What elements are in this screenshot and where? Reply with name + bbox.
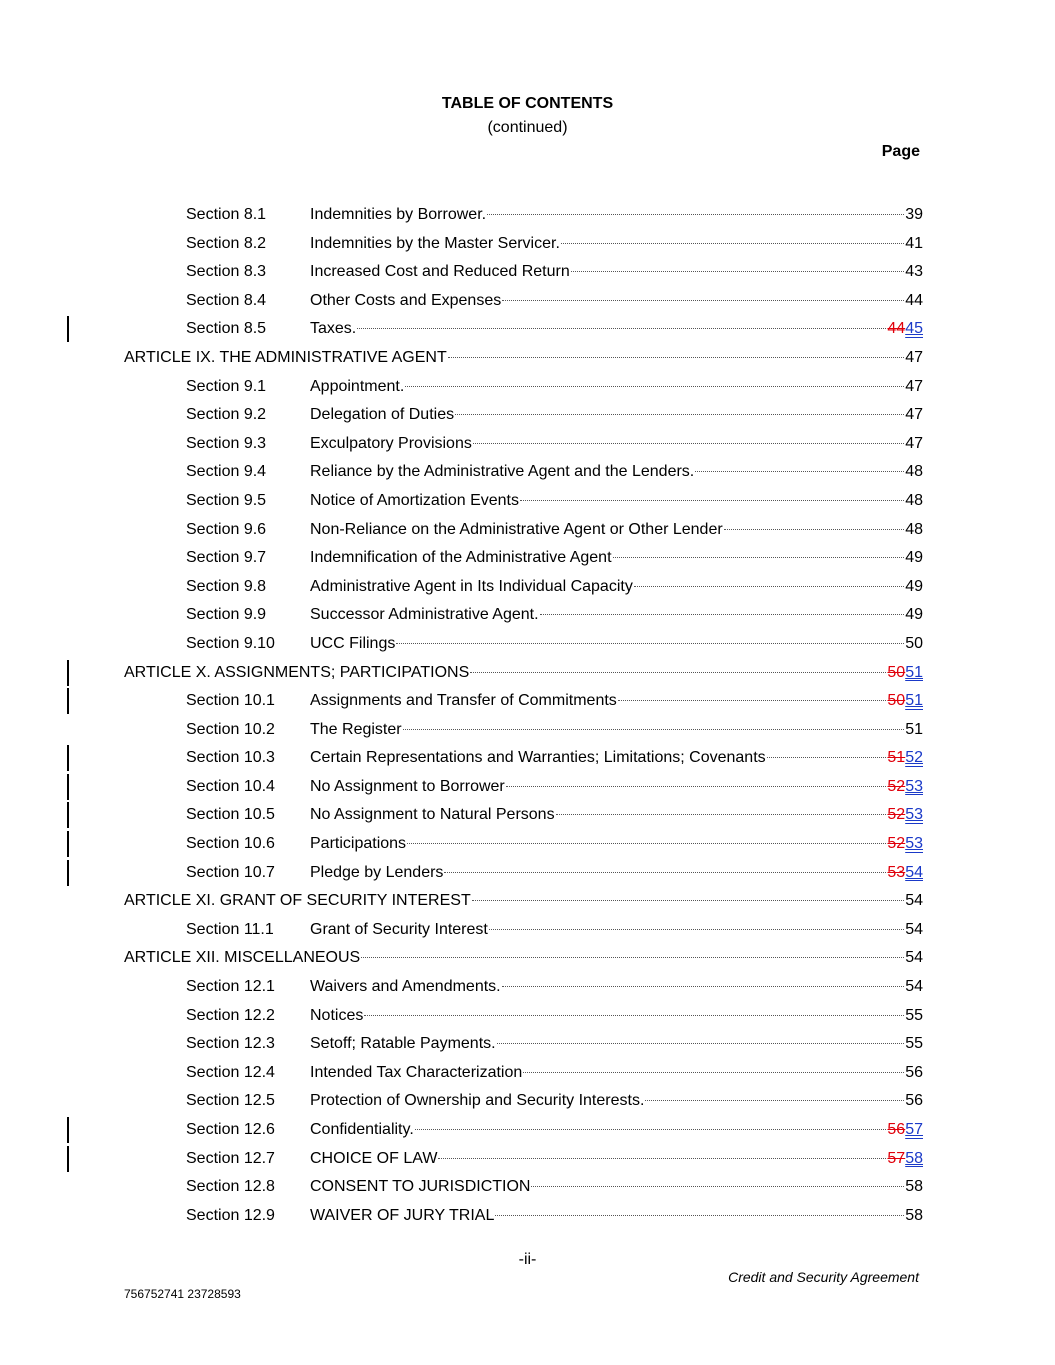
toc-entry-line — [310, 458, 923, 487]
page-ref — [887, 744, 923, 773]
dot-leader — [364, 1015, 904, 1016]
section-number: Section 8.5 — [186, 320, 267, 338]
dot-leader — [540, 614, 905, 615]
toc-entry-line — [310, 1173, 923, 1202]
section-title: Other Costs and Expenses — [310, 291, 502, 309]
toc-section-row[interactable] — [0, 287, 1055, 316]
article-title: ARTICLE IX. THE ADMINISTRATIVE AGENT — [124, 348, 447, 366]
section-title: Taxes. — [310, 320, 357, 338]
dot-leader — [357, 328, 886, 329]
dot-leader — [489, 929, 904, 930]
dot-leader — [724, 529, 905, 530]
dot-leader — [634, 586, 904, 587]
change-bar — [67, 802, 69, 828]
page-ref: 56 — [905, 1092, 923, 1110]
change-bar — [67, 316, 69, 342]
dot-leader — [361, 957, 904, 958]
section-title: Reliance by the Administrative Agent and the Lenders. — [310, 463, 695, 481]
dot-leader — [695, 471, 904, 472]
section-title: Delegation of Duties — [310, 406, 455, 424]
dot-leader — [502, 986, 905, 987]
section-number: Section 9.5 — [186, 491, 267, 509]
toc-section-row[interactable] — [0, 1030, 1055, 1059]
page-ref — [887, 830, 923, 859]
toc-section-row[interactable] — [0, 573, 1055, 602]
deleted-page-number: 56 — [887, 1121, 906, 1138]
section-title: Setoff; Ratable Payments. — [310, 1035, 496, 1053]
toc-section-row[interactable] — [0, 401, 1055, 430]
section-title: Participations — [310, 835, 407, 853]
toc-section-row[interactable] — [0, 687, 1055, 716]
section-number: Section 10.2 — [186, 720, 275, 738]
section-number: Section 8.1 — [186, 206, 267, 223]
section-title: CHOICE OF LAW — [310, 1149, 438, 1167]
section-number: Section 12.4 — [186, 1063, 275, 1081]
section-title: UCC Filings — [310, 634, 396, 652]
section-title: Intended Tax Characterization — [310, 1063, 523, 1081]
dot-leader — [444, 872, 886, 873]
section-number: Section 8.2 — [186, 234, 267, 252]
page-ref: 51 — [905, 720, 923, 738]
toc-section-row[interactable] — [0, 430, 1055, 459]
dot-leader — [502, 300, 904, 301]
page-ref: 43 — [905, 263, 923, 281]
page-ref: 55 — [905, 1006, 923, 1024]
toc-article-row[interactable] — [0, 344, 1055, 373]
toc-section-row[interactable] — [0, 801, 1055, 830]
page-ref: 54 — [905, 920, 923, 938]
section-title: Waivers and Amendments. — [310, 978, 501, 996]
inserted-page-number[interactable]: 52 — [905, 749, 923, 767]
section-title: Confidentiality. — [310, 1121, 414, 1138]
dot-leader — [407, 843, 886, 844]
toc-section-row[interactable] — [0, 830, 1055, 859]
toc-entry-line — [310, 258, 923, 287]
toc-article-row[interactable] — [0, 944, 1055, 973]
section-number: Section 10.5 — [186, 806, 275, 824]
dot-leader — [415, 1129, 887, 1130]
inserted-page-number[interactable]: 57 — [905, 1121, 923, 1138]
page-ref: 49 — [905, 606, 923, 624]
section-title: Successor Administrative Agent. — [310, 606, 539, 624]
deleted-page-number: 50 — [887, 663, 906, 681]
section-title: Indemnification of the Administrative Agent — [310, 549, 612, 567]
toc-section-row[interactable] — [0, 1116, 1055, 1145]
deleted-page-number: 57 — [887, 1149, 906, 1167]
toc-entry-line — [310, 744, 923, 773]
toc-entry-line — [310, 973, 923, 1002]
document-id: 756752741 23728593 — [124, 1287, 241, 1301]
dot-leader — [487, 214, 904, 215]
page-ref: 39 — [905, 206, 923, 223]
section-title: Appointment. — [310, 377, 405, 395]
toc-entry-line — [310, 1145, 923, 1174]
page-ref: 47 — [905, 406, 923, 424]
change-bar — [67, 660, 69, 686]
section-title: CONSENT TO JURISDICTION — [310, 1178, 531, 1196]
change-bar — [67, 1117, 69, 1143]
inserted-page-number[interactable]: 54 — [905, 863, 923, 881]
toc-entry-line — [310, 401, 923, 430]
dot-leader — [455, 414, 904, 415]
page-ref: 48 — [905, 463, 923, 481]
dot-leader — [405, 386, 904, 387]
toc-section-row[interactable] — [0, 601, 1055, 630]
dot-leader — [613, 557, 905, 558]
page-ref: 54 — [905, 978, 923, 996]
section-title: Indemnities by Borrower. — [310, 206, 487, 223]
toc-entry-line — [310, 1002, 923, 1031]
inserted-page-number[interactable]: 51 — [905, 663, 923, 681]
toc-section-row[interactable] — [0, 773, 1055, 802]
toc-entry-line — [310, 630, 923, 659]
toc-section-row[interactable] — [0, 716, 1055, 745]
page-ref: 55 — [905, 1035, 923, 1053]
deleted-page-number: 53 — [887, 863, 906, 881]
section-title: The Register — [310, 720, 402, 738]
change-bar — [67, 745, 69, 771]
section-title: Notices — [310, 1006, 364, 1024]
toc-entry-line — [310, 487, 923, 516]
section-number: Section 12.2 — [186, 1006, 275, 1024]
toc-section-row[interactable] — [0, 258, 1055, 287]
toc-entry-line — [124, 887, 923, 916]
toc-section-row[interactable] — [0, 1002, 1055, 1031]
page-ref — [887, 1145, 923, 1174]
section-number: Section 10.1 — [186, 692, 275, 710]
toc-section-row[interactable] — [0, 230, 1055, 259]
page-ref: 48 — [905, 491, 923, 509]
section-number: Section 9.6 — [186, 520, 267, 538]
toc-section-row[interactable] — [0, 744, 1055, 773]
toc-entry-line — [310, 601, 923, 630]
inserted-page-number[interactable]: 53 — [905, 835, 923, 853]
section-title: No Assignment to Borrower — [310, 777, 505, 795]
page-ref: 58 — [905, 1206, 923, 1224]
toc-entry-line — [310, 373, 923, 402]
dot-leader — [767, 757, 887, 758]
toc-entry-line — [310, 430, 923, 459]
deleted-page-number: 50 — [887, 692, 906, 710]
inserted-page-number[interactable]: 51 — [905, 692, 923, 710]
section-number: Section 10.7 — [186, 863, 275, 881]
section-title: No Assignment to Natural Persons — [310, 806, 555, 824]
page-ref: 58 — [905, 1178, 923, 1196]
toc-title: TABLE OF CONTENTS — [441, 95, 614, 112]
toc-section-row[interactable] — [0, 458, 1055, 487]
deleted-page-number: 44 — [887, 320, 906, 338]
page-ref — [887, 773, 923, 802]
toc-section-row[interactable] — [0, 1202, 1055, 1231]
page-ref: 54 — [905, 949, 923, 967]
toc-entry-line — [124, 659, 923, 688]
section-number: Section 12.9 — [186, 1206, 275, 1224]
section-number: Section 10.6 — [186, 835, 275, 853]
page-ref: 47 — [905, 348, 923, 366]
dot-leader — [438, 1158, 886, 1159]
section-title: Certain Representations and Warranties; Limitations; Covenants — [310, 749, 766, 767]
page-ref: 47 — [905, 377, 923, 395]
inserted-page-number[interactable]: 53 — [905, 806, 923, 824]
inserted-page-number[interactable]: 58 — [905, 1149, 923, 1167]
section-number: Section 8.3 — [186, 263, 267, 281]
toc-entry-line — [310, 315, 923, 344]
page-ref: 49 — [905, 549, 923, 567]
inserted-page-number[interactable]: 45 — [905, 320, 923, 338]
dot-leader — [403, 729, 905, 730]
toc-entry-line — [310, 1116, 923, 1145]
page-ref: 48 — [905, 520, 923, 538]
section-title: Administrative Agent in Its Individual Capacity — [310, 577, 633, 595]
toc-entry-line — [310, 830, 923, 859]
section-title: Indemnities by the Master Servicer. — [310, 234, 560, 252]
toc-entry-line — [124, 944, 923, 973]
section-number: Section 12.5 — [186, 1092, 275, 1110]
dot-leader — [506, 786, 887, 787]
toc-section-row[interactable] — [0, 373, 1055, 402]
section-number: Section 10.4 — [186, 777, 275, 795]
page-ref: 54 — [905, 892, 923, 910]
toc-entry-line — [310, 573, 923, 602]
toc-entry-line — [310, 1087, 923, 1116]
dot-leader — [531, 1186, 904, 1187]
dot-leader — [396, 643, 904, 644]
section-title: Grant of Security Interest — [310, 920, 488, 938]
toc-section-row[interactable] — [0, 516, 1055, 545]
dot-leader — [497, 1043, 905, 1044]
toc-section-row[interactable] — [0, 630, 1055, 659]
deleted-page-number: 52 — [887, 777, 906, 795]
section-number: Section 8.4 — [186, 291, 267, 309]
inserted-page-number[interactable]: 53 — [905, 777, 923, 795]
deleted-page-number: 52 — [887, 835, 906, 853]
dot-leader — [520, 500, 904, 501]
dot-leader — [472, 900, 904, 901]
toc-list — [0, 201, 1055, 1230]
page-ref — [887, 859, 923, 888]
page-ref — [887, 1116, 923, 1145]
article-title: ARTICLE X. ASSIGNMENTS; PARTICIPATIONS — [124, 663, 470, 681]
section-title: WAIVER OF JURY TRIAL — [310, 1206, 495, 1224]
toc-entry-line — [310, 1030, 923, 1059]
page-ref — [887, 687, 923, 716]
toc-entry-line — [310, 287, 923, 316]
section-number: Section 9.2 — [186, 406, 267, 424]
toc-entry-line — [310, 773, 923, 802]
page-ref — [887, 315, 923, 344]
page-ref: 41 — [905, 234, 923, 252]
toc-entry-line — [310, 916, 923, 945]
section-number: Section 12.8 — [186, 1178, 275, 1196]
deleted-page-number: 51 — [887, 749, 906, 767]
change-bar — [67, 774, 69, 800]
dot-leader — [618, 700, 887, 701]
dot-leader — [473, 443, 904, 444]
section-title: Assignments and Transfer of Commitments — [310, 692, 617, 710]
toc-entry-line — [310, 516, 923, 545]
toc-section-row[interactable] — [0, 916, 1055, 945]
section-title: Increased Cost and Reduced Return — [310, 263, 570, 281]
toc-section-row[interactable] — [0, 973, 1055, 1002]
section-number: Section 11.1 — [186, 920, 274, 938]
section-number: Section 9.4 — [186, 463, 267, 481]
toc-entry-line — [310, 687, 923, 716]
page-ref — [887, 659, 923, 688]
toc-entry-line — [310, 230, 923, 259]
toc-entry-line — [310, 716, 923, 745]
change-bar — [67, 1146, 69, 1172]
toc-section-row[interactable] — [0, 1145, 1055, 1174]
toc-section-row[interactable] — [0, 1087, 1055, 1116]
section-number: Section 9.7 — [186, 549, 267, 567]
change-bar — [67, 831, 69, 857]
toc-section-row[interactable] — [0, 859, 1055, 888]
toc-subtitle: (continued) — [487, 119, 568, 136]
dot-leader — [561, 243, 904, 244]
section-number: Section 12.6 — [186, 1121, 275, 1138]
toc-entry-line — [310, 859, 923, 888]
dot-leader — [448, 357, 904, 358]
toc-article-row[interactable] — [0, 659, 1055, 688]
page-ref: 50 — [905, 634, 923, 652]
section-title: Non-Reliance on the Administrative Agent or Other Lender — [310, 520, 723, 538]
dot-leader — [645, 1100, 904, 1101]
toc-entry-line — [310, 801, 923, 830]
toc-article-row[interactable] — [0, 887, 1055, 916]
dot-leader — [571, 271, 904, 272]
section-title: Pledge by Lenders — [310, 863, 444, 881]
toc-section-row[interactable] — [0, 1059, 1055, 1088]
footer-doc-title: Credit and Security Agreement — [728, 1269, 919, 1285]
toc-section-row[interactable] — [0, 1173, 1055, 1202]
section-title: Exculpatory Provisions — [310, 434, 472, 452]
toc-entry-line — [124, 344, 923, 373]
section-number: Section 12.1 — [186, 978, 275, 996]
toc-section-row[interactable] — [0, 201, 1055, 230]
section-number: Section 12.3 — [186, 1035, 275, 1053]
dot-leader — [556, 814, 887, 815]
section-number: Section 9.8 — [186, 577, 267, 595]
page-number: -ii- — [518, 1251, 537, 1268]
section-number: Section 12.7 — [186, 1149, 275, 1167]
section-title: Protection of Ownership and Security Interests. — [310, 1092, 645, 1110]
dot-leader — [523, 1072, 904, 1073]
section-title: Notice of Amortization Events — [310, 491, 519, 509]
toc-entry-line — [310, 1059, 923, 1088]
toc-entry-line — [310, 201, 923, 230]
page-ref: 49 — [905, 577, 923, 595]
page-ref — [887, 801, 923, 830]
section-number: Section 10.3 — [186, 749, 275, 767]
page-ref: 56 — [905, 1063, 923, 1081]
toc-section-row[interactable] — [0, 487, 1055, 516]
toc-section-row[interactable] — [0, 315, 1055, 344]
change-bar — [67, 860, 69, 886]
section-number: Section 9.3 — [186, 434, 267, 452]
page-column-label: Page — [881, 143, 920, 160]
section-number: Section 9.10 — [186, 634, 275, 652]
article-title: ARTICLE XII. MISCELLANEOUS — [124, 949, 361, 967]
deleted-page-number: 52 — [887, 806, 906, 824]
article-title: ARTICLE XI. GRANT OF SECURITY INTEREST — [124, 892, 471, 910]
toc-entry-line — [310, 544, 923, 573]
section-number: Section 9.1 — [186, 377, 267, 395]
dot-leader — [470, 672, 886, 673]
toc-section-row[interactable] — [0, 544, 1055, 573]
section-number: Section 9.9 — [186, 606, 267, 624]
page-ref: 47 — [905, 434, 923, 452]
page-ref: 44 — [905, 291, 923, 309]
dot-leader — [495, 1215, 904, 1216]
toc-entry-line — [310, 1202, 923, 1231]
change-bar — [67, 688, 69, 714]
